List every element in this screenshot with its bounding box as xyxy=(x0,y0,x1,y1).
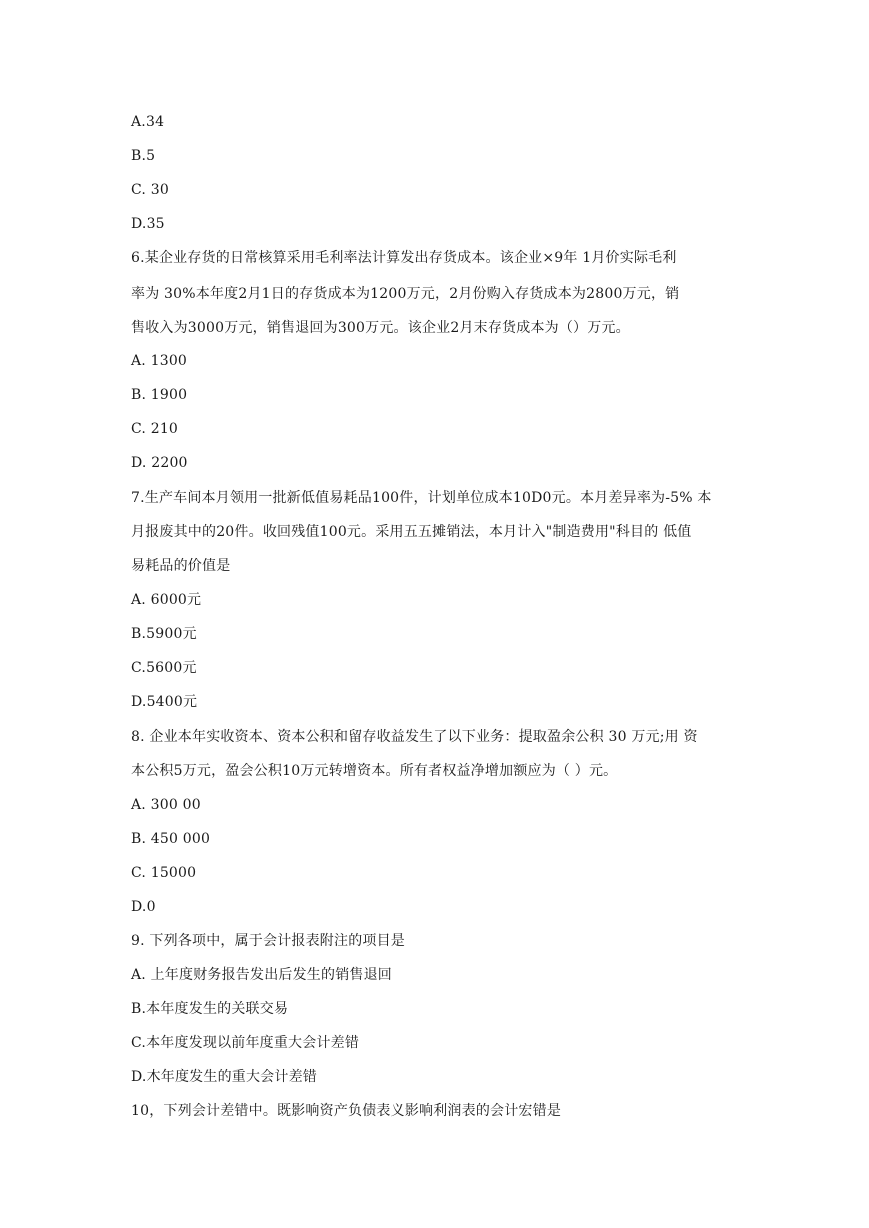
option-line: A. 上年度财务报告发出后发生的销售退回 xyxy=(131,967,393,983)
option-line: C.5600元 xyxy=(131,660,197,676)
option-line: D.5400元 xyxy=(131,694,198,710)
question-7-line-2: 月报废其中的20件。收回残值100元。采用五五摊销法，本月计入"制造费用"科目的 低值 xyxy=(131,524,692,540)
option-line: B. 1900 xyxy=(131,387,188,403)
option-line: D.0 xyxy=(131,899,156,915)
option-line: C. 30 xyxy=(131,182,169,198)
question-8-line-1: 8. 企业本年实收资本、资本公积和留存收益发生了以下业务：提取盈余公积 30 万元;用 资 xyxy=(131,729,698,745)
option-line: C. 210 xyxy=(131,421,179,437)
option-line: A. 1300 xyxy=(131,353,188,369)
option-line: D. 2200 xyxy=(131,455,188,471)
question-7-line-3: 易耗品的价值是 xyxy=(131,558,231,574)
question-10-line-1: 10，下列会计差错中。既影响资产负债表义影响利润表的会计宏错是 xyxy=(131,1103,562,1119)
question-6-line-1: 6.某企业存货的日常核算采用毛利率法计算发出存货成本。该企业×9年 1月价实际毛利 xyxy=(131,250,677,266)
question-8-line-2: 本公积5万元，盈会公积10万元转增资本。所有者权益净增加额应为（ ）元。 xyxy=(131,763,618,779)
option-line: A. 6000元 xyxy=(131,592,202,608)
option-line: A.34 xyxy=(131,114,165,130)
option-line: D.木年度发生的重大会计差错 xyxy=(131,1069,317,1085)
option-line: B.5900元 xyxy=(131,626,197,642)
question-6-line-2: 率为 30%本年度2月1日的存货成本为1200万元，2月份购入存货成本为2800万元，销 xyxy=(131,286,680,302)
option-line: D.35 xyxy=(131,216,165,232)
question-6-line-3: 售收入为3000万元，销售退回为300万元。该企业2月末存货成本为（）万元。 xyxy=(131,320,630,336)
option-line: C.本年度发现以前年度重大会计差错 xyxy=(131,1035,360,1051)
option-line: A. 300 00 xyxy=(131,797,201,813)
option-line: C. 15000 xyxy=(131,865,197,881)
option-line: B. 450 000 xyxy=(131,831,211,847)
option-line: B.本年度发生的关联交易 xyxy=(131,1001,289,1017)
question-9-line-1: 9. 下列各项中，属于会计报表附注的项目是 xyxy=(131,933,406,949)
question-7-line-1: 7.生产车间本月领用一批新低值易耗品100件，计划单位成本10D0元。本月差异率为-5% 本 xyxy=(131,490,712,506)
option-line: B.5 xyxy=(131,148,156,164)
